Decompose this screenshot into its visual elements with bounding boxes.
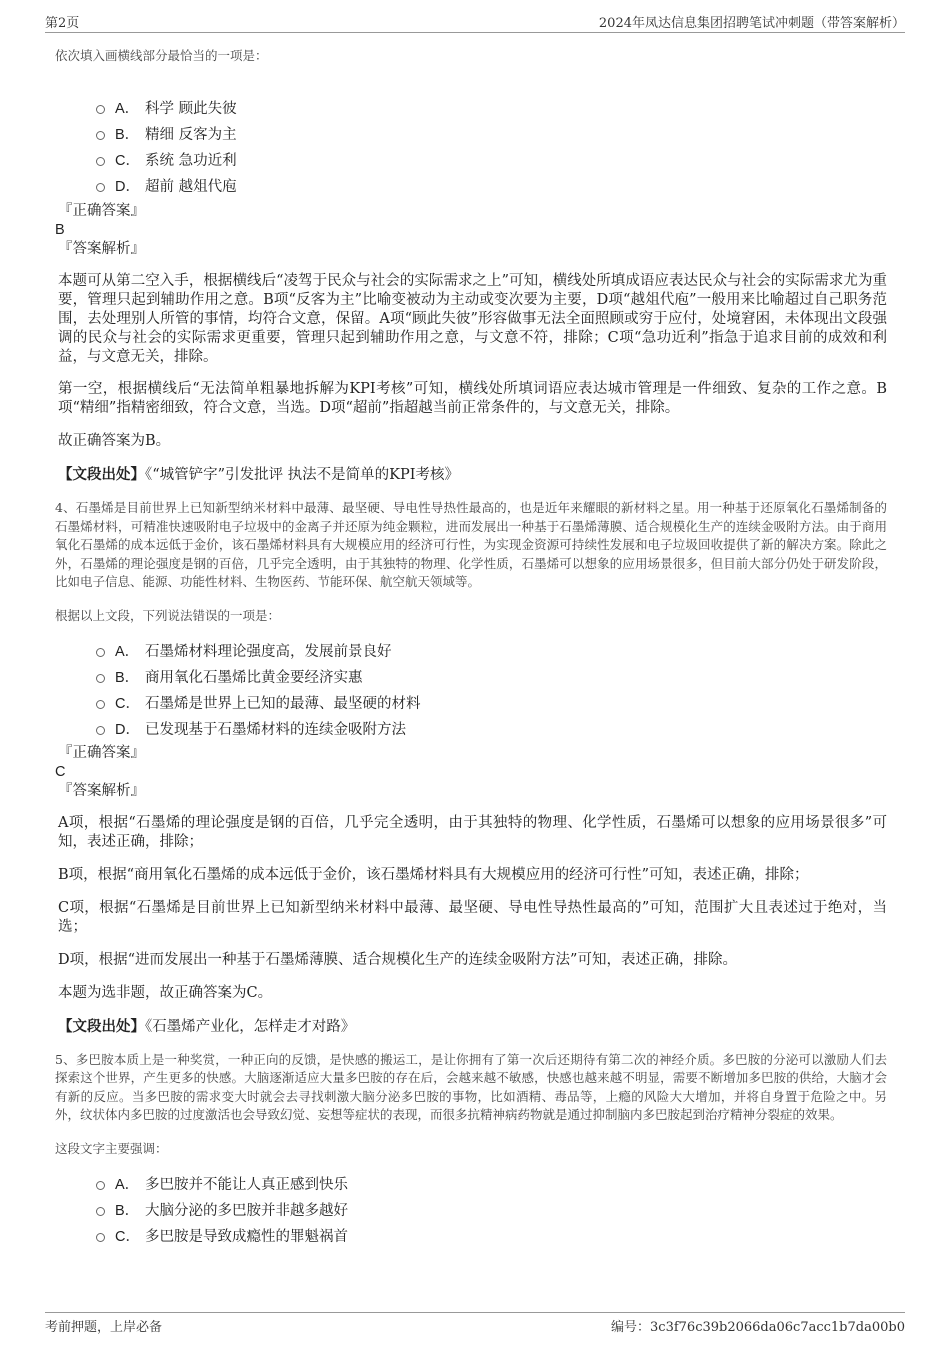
page-header bbox=[45, 10, 905, 33]
analysis-paragraph: 第一空，根据横线后“无法简单粗暴地拆解为KPI考核”可知，横线处所填词语应表达城市管理是一件细致、复杂的工作之意。B项“精细”指精密细致，符合文意，当选。D项“超前”指超越当前正常条件的，与文意无关，排除。 bbox=[58, 381, 887, 416]
option-a[interactable]: A． 科学 顾此失彼 bbox=[96, 94, 887, 120]
answer-value: C bbox=[55, 763, 66, 780]
page-footer bbox=[45, 1312, 905, 1337]
analysis-paragraph: 本题可从第二空入手，根据横线后“凌驾于民众与社会的实际需求之上”可知，横线处所填成语应表达民众与社会的实际需求尤为重要，管理只起到辅助作用之意。B项“反客为主”比喻变被动为主动或变次要为主要，D项“越俎代庖”一般用来比喻超过自己职务范围，去处理别人所管的事情，均符合文意，保留。A项“顾此失彼”形容做事无法全面照顾或穷于应付，处境窘困，未体现出文段强调的民众与社会的实际需求更重要，管理只起到辅助作用之意，与文意不符，排除；C项“急功近利”指急于追求目前的成效和利益，与文意无关，排除。 bbox=[58, 273, 887, 365]
option-b[interactable]: B． 大脑分泌的多巴胺并非越多越好 bbox=[96, 1197, 887, 1223]
option-c[interactable]: C． 系统 急功近利 bbox=[96, 146, 887, 172]
source-line bbox=[58, 1017, 887, 1037]
radio-icon[interactable] bbox=[96, 674, 105, 683]
page-content bbox=[55, 46, 887, 1249]
option-b[interactable]: B． 精细 反客为主 bbox=[96, 120, 887, 146]
option-list bbox=[96, 94, 887, 198]
analysis-paragraph: C项，根据“石墨烯是目前世界上已知新型纳米材料中最薄、最坚硬、导电性导热性最高的”可知，范围扩大且表述过于绝对，当选； bbox=[58, 899, 887, 935]
footer-slogan: 考前押题，上岸必备 bbox=[45, 1320, 163, 1335]
analysis-paragraph: 故正确答案为B。 bbox=[58, 433, 171, 449]
question-prompt: 依次填入画横线部分最恰当的一项是： bbox=[55, 48, 268, 63]
document-id: 编号：3c3f76c39b2066da06c7acc1b7da00b0 bbox=[611, 1320, 905, 1335]
option-d[interactable]: D． 超前 越俎代庖 bbox=[96, 172, 887, 198]
radio-icon[interactable] bbox=[96, 183, 105, 192]
source-label: 【文段出处】 bbox=[58, 1017, 145, 1035]
option-c[interactable]: C． 多巴胺是导致成瘾性的罪魁祸首 bbox=[96, 1223, 887, 1249]
answer-value: B bbox=[55, 222, 65, 238]
option-list bbox=[96, 638, 887, 742]
answer-label: 『正确答案』 bbox=[58, 744, 145, 761]
radio-icon[interactable] bbox=[96, 726, 105, 735]
analysis-label: 『答案解析』 bbox=[58, 241, 145, 257]
option-b[interactable]: B． 商用氧化石墨烯比黄金要经济实惠 bbox=[96, 664, 887, 690]
option-c[interactable]: C． 石墨烯是世界上已知的最薄、最坚硬的材料 bbox=[96, 690, 887, 716]
radio-icon[interactable] bbox=[96, 1181, 105, 1190]
radio-icon[interactable] bbox=[96, 131, 105, 140]
option-a[interactable]: A． 多巴胺并不能让人真正感到快乐 bbox=[96, 1171, 887, 1197]
option-list bbox=[96, 1171, 887, 1249]
question-stem: 5、多巴胺本质上是一种奖赏，一种正向的反馈，是快感的搬运工，是让你拥有了第一次后还期待有第二次的神经介质。多巴胺的分泌可以激励人们去探索这个世界，产生更多的快感。大脑逐渐适应大量多巴胺的存在后，会越来越不敏感，快感也越来越不明显，需要不断增加多巴胺的供给，大脑才会有新的反应。当多巴胺的需求变大时就会去寻找刺激大脑分泌多巴胺的事物，比如酒精、毒品等，上瘾的风险大大增加，并将自身置于危险之中。另外，纹状体内多巴胺的过度激活也会导致幻觉、妄想等症状的表现，而很多抗精神病药物就是通过抑制脑内多巴胺起到治疗精神分裂症的效果。 bbox=[55, 1051, 887, 1122]
source-text: 《“城管铲字”引发批评 执法不是简单的KPI考核》 bbox=[145, 467, 459, 483]
source-line bbox=[58, 465, 887, 485]
option-a[interactable]: A． 石墨烯材料理论强度高，发展前景良好 bbox=[96, 638, 887, 664]
page-number: 第2页 bbox=[45, 16, 80, 31]
radio-icon[interactable] bbox=[96, 648, 105, 657]
source-text: 《石墨烯产业化，怎样走才对路》 bbox=[145, 1018, 356, 1035]
source-label: 【文段出处】 bbox=[58, 466, 145, 483]
radio-icon[interactable] bbox=[96, 700, 105, 709]
question-prompt: 根据以上文段，下列说法错误的一项是： bbox=[55, 607, 281, 623]
radio-icon[interactable] bbox=[96, 1207, 105, 1216]
answer-label: 『正确答案』 bbox=[58, 203, 145, 219]
question-prompt: 这段文字主要强调： bbox=[55, 1140, 168, 1156]
document-title: 2024年凤达信息集团招聘笔试冲刺题（带答案解析） bbox=[598, 16, 905, 31]
radio-icon[interactable] bbox=[96, 105, 105, 114]
analysis-paragraph: B项，根据“商用氧化石墨烯的成本远低于金价，该石墨烯材料具有大规模应用的经济可行性”可知，表述正确，排除； bbox=[58, 866, 809, 883]
radio-icon[interactable] bbox=[96, 157, 105, 166]
radio-icon[interactable] bbox=[96, 1233, 105, 1242]
option-d[interactable]: D． 已发现基于石墨烯材料的连续金吸附方法 bbox=[96, 716, 887, 742]
analysis-paragraph: D项，根据“进而发展出一种基于石墨烯薄膜、适合规模化生产的连续金吸附方法”可知，表述正确，排除。 bbox=[58, 951, 737, 968]
analysis-paragraph: A项，根据“石墨烯的理论强度是钢的百倍，几乎完全透明，由于其独特的物理、化学性质，石墨烯可以想象的应用场景很多”可知，表述正确，排除； bbox=[58, 814, 887, 850]
analysis-paragraph: 本题为选非题，故正确答案为C。 bbox=[58, 984, 273, 1001]
question-stem: 4、石墨烯是目前世界上已知新型纳米材料中最薄、最坚硬、导电性导热性最高的，也是近年来耀眼的新材料之星。用一种基于还原氧化石墨烯制备的石墨烯材料，可精准快速吸附电子垃圾中的金离子并还原为纯金颗粒，进而发展出一种基于石墨烯薄膜、适合规模化生产的连续金吸附方法。由于商用氧化石墨烯的成本远低于金价，该石墨烯材料具有大规模应用的经济可行性，为实现金资源可持续性发展和电子垃圾回收提供了新的解决方案。除此之外，石墨烯的理论强度是钢的百倍，几乎完全透明，由于其独特的物理、化学性质，石墨烯可以想象的应用场景很多，但目前大部分仍处于研发阶段，比如电子信息、能源、功能性材料、生物医药、节能环保、航空航天领域等。 bbox=[55, 500, 887, 589]
analysis-label: 『答案解析』 bbox=[58, 782, 145, 799]
